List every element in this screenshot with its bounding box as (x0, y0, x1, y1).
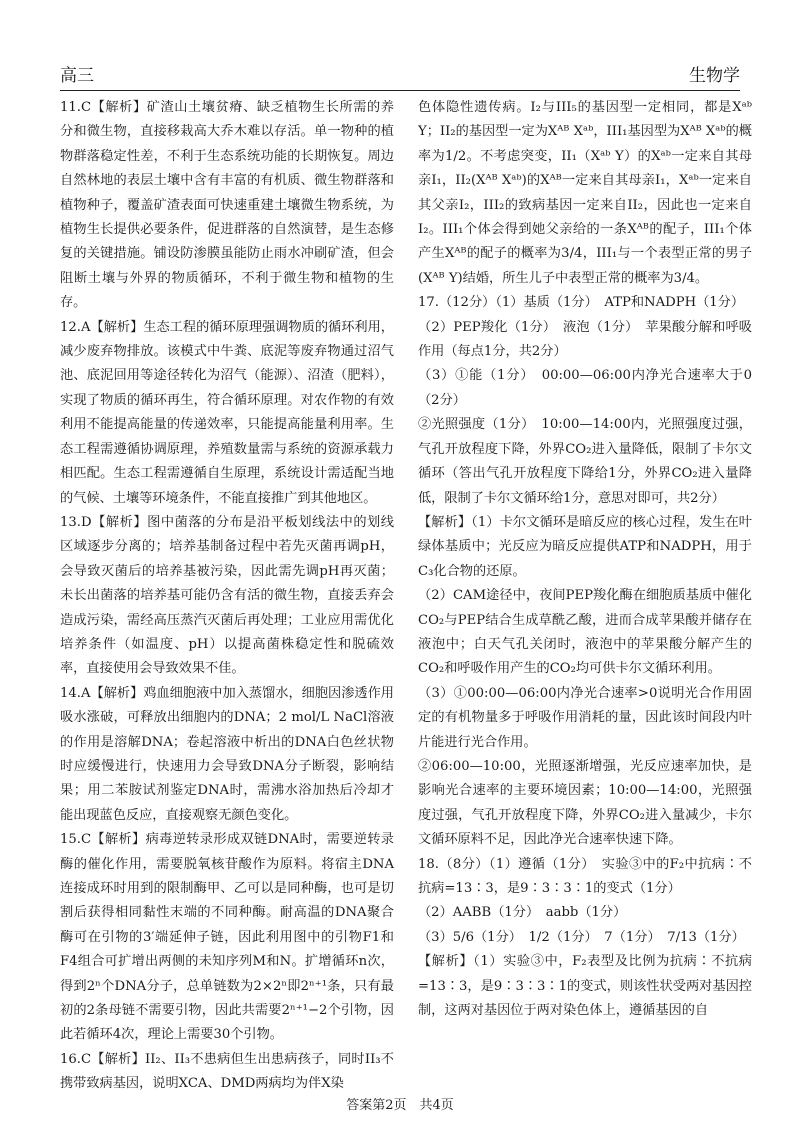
answer-17-part1: 17.（12分）（1）基质（1分） ATP和NADPH（1分） (418, 295, 745, 311)
answer-14: 14.A【解析】鸡血细胞液中加入蒸馏水，细胞因渗透作用吸水涨破，可释放出细胞内的DNA；2 mol/L NaCl溶液的作用是溶解DNA；卷起溶液中析出的DNA白色丝状物时应缓慢进行，快速用力会导致DNA分子断裂，影响结果；用二苯胺试剂鉴定DNA时，需沸水浴加热后冷却才能出现蓝色反应，直接观察无颜色变化。 (60, 685, 394, 823)
analysis-17-1: 【解析】（1）卡尔文循环是暗反应的核心过程，发生在叶绿体基质中；光反应为暗反应提供ATP和NADPH，用于C₃化合物的还原。 (418, 514, 752, 579)
analysis-17-2: （2）CAM途径中，夜间PEP羧化酶在细胞质基质中催化CO₂与PEP结合生成草酰乙酸，进而合成苹果酸并储存在液泡中；白天气孔关闭时，液泡中的苹果酸分解产生的CO₂和呼吸作用产生的CO₂均可供卡尔文循环利用。 (418, 588, 752, 677)
answer-15: 15.C【解析】病毒逆转录形成双链DNA时，需要逆转录酶的催化作用，需要脱氧核苷酸作为原料。将宿主DNA连接成环时用到的限制酶甲、乙可以是同种酶，也可是切割后获得相同黏性末端的不同种酶。耐高温的DNA聚合酶可在引物的3′端延伸子链，因此利用图中的引物F1和F4组合可扩增出两侧的未知序列M和N。扩增循环n次，得到2ⁿ个DNA分子，总单链数为2×2ⁿ即2ⁿ⁺¹条，只有最初的2条母链不需要引物，因此共需要2ⁿ⁺¹−2个引物，因此若循环4次，理论上需要30个引物。 (60, 832, 394, 1043)
answer-18-part2: （2）AABB（1分） aabb（1分） (418, 905, 627, 921)
analysis-17-3a: （3）①00:00—06:00内净光合速率>0说明光合作用固定的有机物量多于呼吸作用消耗的量，因此该时间段内叶片能进行光合作用。 (418, 685, 752, 750)
answer-17-part3b: ②光照强度（1分） 10:00—14:00内，光照强度过强，气孔开放程度下降，外界CO₂进入量降低，限制了卡尔文循环（答出气孔开放程度下降给1分，外界CO₂进入量降低，限制了卡尔文循环给1分，意思对即可，共2分） (418, 417, 752, 506)
header-subject: 生物学 (689, 66, 740, 86)
answer-13: 13.D【解析】图中菌落的分布是沿平板划线法中的划线区域逐步分离的；培养基制备过程中若先灭菌再调pH，会导致灭菌后的培养基被污染，因此需先调pH再灭菌；未长出菌落的培养基可能仍含有活的微生物，直接丢弃会造成污染，需经高压蒸汽灭菌后再处理；工业应用需优化培养条件（如温度、pH）以提高菌株稳定性和脱硫效率，直接使用会导致效果不佳。 (60, 514, 394, 677)
left-column (60, 96, 394, 1097)
answer-16-continued: 色体隐性遗传病。I₂与III₅的基因型一定相同，都是Xᵃᵇ Y；II₂的基因型一定为Xᴬᴮ Xᵃᵇ，III₁基因型为Xᴬᴮ Xᵃᵇ的概率为1/2。不考虑突变，II₁（Xᵃᵇ Y）的Xᵃᵇ一定来自其母亲I₁，II₂(Xᴬᴮ Xᵃᵇ)的Xᴬᴮ一定来自其母亲I₁，Xᵃᵇ一定来自其父亲I₂，III₂的致病基因一定来自II₂，因此也一定来自I₂。III₁个体会得到她父亲给的一条Xᴬᴮ的配子，III₁个体产生Xᴬᴮ的配子的概率为3/4，III₁与一个表型正常的男子(Xᴬᴮ Y)结婚，所生儿子中表型正常的概率为3/4。 (418, 100, 752, 286)
answer-12: 12.A【解析】生态工程的循环原理强调物质的循环利用，减少废弃物排放。该模式中牛粪、底泥等废弃物通过沼气池、底泥回用等途径转化为沼气（能源）、沼渣（肥料），实现了物质的循环再生，符合循环原理。对农作物的有效利用不能提高能量的传递效率，只能提高能量利用率。生态工程需遵循协调原理，养殖数量需与系统的资源承载力相匹配。生态工程需遵循自生原理，系统设计需适配当地的气候、土壤等环境条件，不能直接推广到其他地区。 (60, 319, 394, 506)
page-header (60, 58, 740, 91)
analysis-17-3b: ②06:00—10:00，光照逐渐增强，光反应速率加快，是影响光合速率的主要环境因素；10:00—14:00，光照强度过强，气孔开放程度下降，外界CO₂进入量减少，卡尔文循环原料不足，因此净光合速率快速下降。 (418, 758, 752, 848)
answer-17-part2: （2）PEP羧化（1分） 液泡（1分） 苹果酸分解和呼吸作用（每点1分，共2分） (418, 319, 752, 360)
answer-18-part3: （3）5/6（1分） 1/2（1分） 7（1分） 7/13（1分） (418, 929, 745, 945)
analysis-18-1: 【解析】（1）实验③中，F₂表型及比例为抗病∶不抗病=13∶3，是9∶3∶3∶1的变式，则该性状受两对基因控制，这两对基因位于两对染色体上，遵循基因的自 (418, 954, 752, 1019)
header-grade: 高三 (60, 66, 94, 86)
answer-16: 16.C【解析】II₂、II₃不患病但生出患病孩子，同时II₃不携带致病基因，说明XCA、DMD两病均为伴X染 (60, 1051, 394, 1092)
answer-18-part1: 18.（8分）（1）遵循（1分） 实验③中的F₂中抗病∶不抗病=13∶3，是9∶3∶3∶1的变式（1分） (418, 856, 752, 896)
answer-17-part3: （3）①能（1分） 00:00—06:00内净光合速率大于0（2分） (418, 368, 752, 408)
answer-11: 11.C【解析】矿渣山土壤贫瘠、缺乏植物生长所需的养分和微生物，直接移栽高大乔木难以存活。单一物种的植物群落稳定性差，不利于生态系统功能的长期恢复。周边自然林地的表层土壤中含有丰富的有机质、微生物群落和植物种子，覆盖矿渣表面可快速重建土壤微生物系统，为植物生长提供必要条件，促进群落的自然演替，是生态修复的关键措施。铺设防渗膜虽能防止雨水冲刷矿渣，但会阻断土壤与外界的物质循环，不利于微生物和植物的生存。 (60, 100, 394, 311)
right-column (418, 96, 752, 1023)
page-footer: 答案第2页 共4页 (346, 1098, 454, 1113)
